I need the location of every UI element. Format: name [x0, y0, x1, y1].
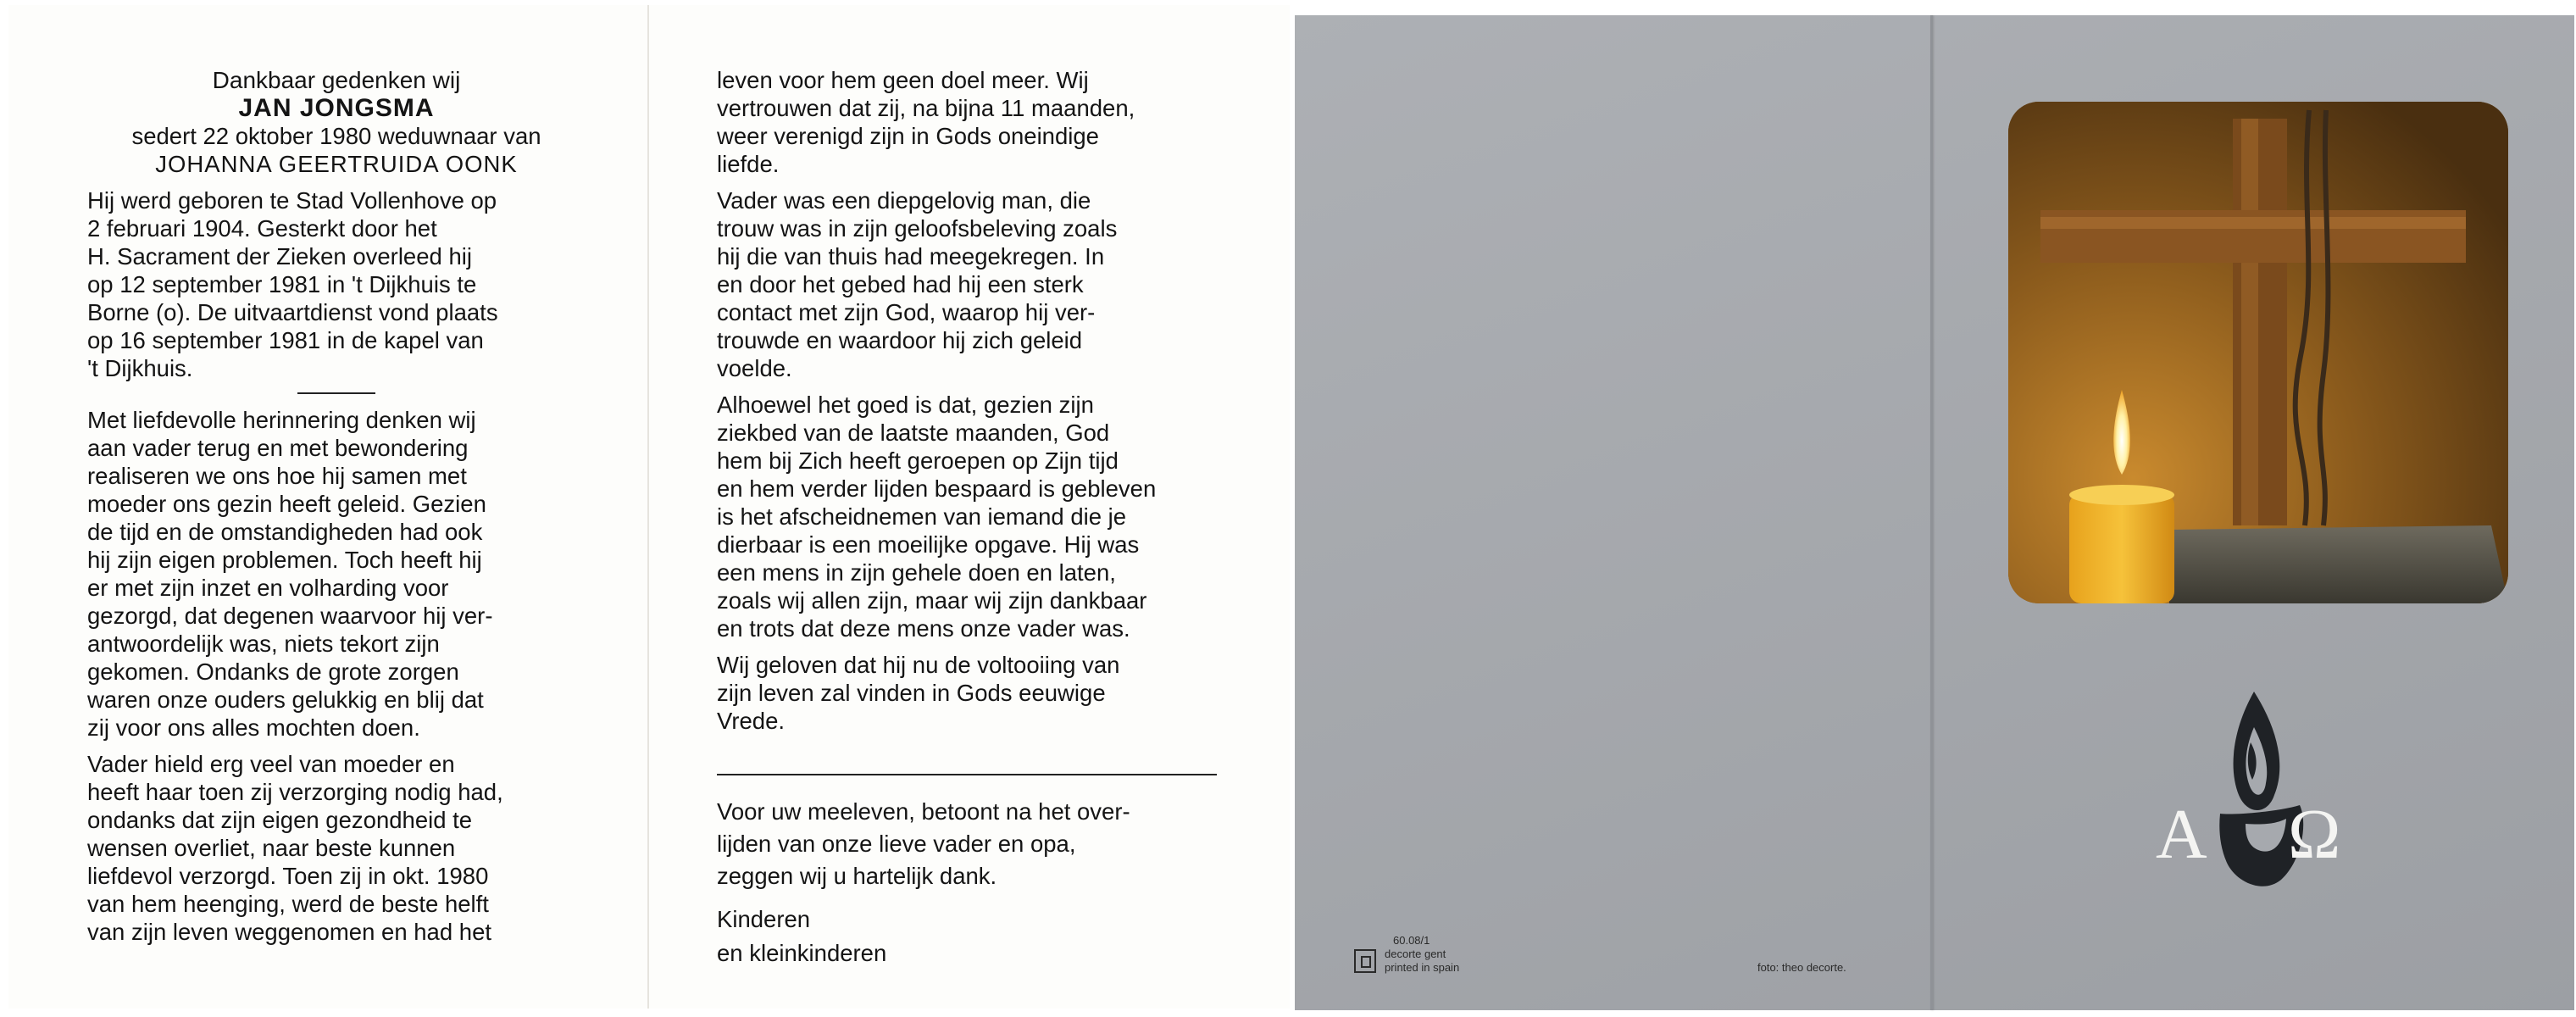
- printed-in: printed in spain: [1385, 961, 1460, 974]
- text-line: antwoordelijk was, niets tekort zijn: [87, 631, 440, 657]
- peace-paragraph: [717, 651, 1220, 735]
- text-line: Hij werd geboren te Stad Vollenhove op: [87, 187, 497, 214]
- text-line: en hem verder lijden bespaard is gebleven: [717, 475, 1157, 502]
- text-line: weer verenigd zijn in Gods oneindige: [717, 123, 1099, 149]
- text-line: ziekbed van de laatste maanden, God: [717, 420, 1110, 446]
- text-line: 2 februari 1904. Gesterkt door het: [87, 215, 437, 242]
- text-line: is het afscheidnemen van iemand die je: [717, 503, 1127, 530]
- text-line: hem bij Zich heeft geroepen op Zijn tijd: [717, 447, 1119, 474]
- alpha-omega-symbol: [2151, 688, 2362, 900]
- memorial-card-inner: [8, 5, 1290, 1009]
- text-column-1: [87, 66, 586, 946]
- text-line: hij die van thuis had meegekregen. In: [717, 243, 1105, 270]
- illness-paragraph: [717, 391, 1220, 642]
- divider: [297, 392, 375, 394]
- text-line: van zijn leven weggenomen en had het: [87, 919, 492, 945]
- text-line: gekomen. Ondanks de grote zorgen: [87, 659, 459, 685]
- mother-paragraph: [87, 750, 586, 946]
- text-line: zijn leven zal vinden in Gods eeuwige: [717, 680, 1106, 706]
- text-line: zij voor ons alles mochten doen.: [87, 714, 420, 741]
- text-line: dierbaar is een moeilijke opgave. Hij was: [717, 531, 1140, 558]
- text-line: voelde.: [717, 355, 792, 381]
- text-line: Voor uw meeleven, betoont na het over-: [717, 798, 1130, 825]
- printer-name: decorte gent: [1385, 948, 1446, 960]
- text-line: Wij geloven dat hij nu de voltooiing van: [717, 652, 1120, 678]
- widower-line: sedert 22 oktober 1980 weduwnaar van: [131, 123, 541, 149]
- text-line: Vader hield erg veel van moeder en: [87, 751, 455, 777]
- text-line: liefde.: [717, 151, 780, 177]
- signature-line: Kinderen: [717, 906, 811, 932]
- biography-paragraph: [87, 186, 586, 382]
- text-line: waren onze ouders gelukkig en blij dat: [87, 686, 484, 713]
- text-line: zeggen wij u hartelijk dank.: [717, 863, 997, 889]
- alpha-letter: A: [2156, 795, 2207, 874]
- text-line: trouw was in zijn geloofsbeleving zoals: [717, 215, 1118, 242]
- text-line: Alhoewel het goed is dat, gezien zijn: [717, 392, 1094, 418]
- text-line: ondanks dat zijn eigen gezondheid te: [87, 807, 473, 833]
- text-line: contact met zijn God, waarop hij ver-: [717, 299, 1096, 325]
- text-line: 't Dijkhuis.: [87, 355, 193, 381]
- text-line: Vader was een diepgelovig man, die: [717, 187, 1091, 214]
- text-line: aan vader terug en met bewondering: [87, 435, 469, 461]
- text-line: en trots dat deze mens onze vader was.: [717, 615, 1130, 642]
- text-line: zoals wij allen zijn, maar wij zijn dankbaar: [717, 587, 1147, 614]
- text-line: van hem heenging, werd de beste helft: [87, 891, 489, 917]
- memory-paragraph: [87, 406, 586, 742]
- photo-credit: foto: theo decorte.: [1757, 961, 1846, 974]
- text-line: hij zijn eigen problemen. Toch heeft hij: [87, 547, 482, 573]
- text-line: heeft haar toen zij verzorging nodig had,: [87, 779, 503, 805]
- cover-fold-line: [1930, 15, 1933, 1010]
- spouse-name: JOHANNA GEERTRUIDA OONK: [155, 151, 518, 177]
- signature-line: en kleinkinderen: [717, 940, 887, 966]
- text-line: leven voor hem geen doel meer. Wij: [717, 67, 1089, 93]
- text-line: wensen overliet, naar beste kunnen: [87, 835, 456, 861]
- text-line: Vrede.: [717, 708, 786, 734]
- text-line: de tijd en de omstandigheden had ook: [87, 519, 483, 545]
- text-line: gezorgd, dat degenen waarvoor hij ver-: [87, 603, 493, 629]
- text-line: een mens in zijn gehele doen en laten,: [717, 559, 1116, 586]
- text-line: vertrouwen dat zij, na bijna 11 maanden,: [717, 95, 1135, 121]
- alpha-omega-icon: [2151, 688, 2362, 900]
- continuation-paragraph: [717, 66, 1220, 178]
- faith-paragraph: [717, 186, 1220, 382]
- print-code: 60.08/1: [1393, 934, 1430, 947]
- text-line: realiseren we ons hoe hij samen met: [87, 463, 467, 489]
- text-line: er met zijn inzet en volharding voor: [87, 575, 449, 601]
- stone-block: [2169, 525, 2508, 603]
- candle-and-cross-photo: [2008, 102, 2508, 603]
- text-line: H. Sacrament der Zieken overleed hij: [87, 243, 472, 270]
- printer-logo-icon: [1354, 949, 1376, 973]
- photo-illustration: [2008, 102, 2508, 603]
- omega-letter: Ω: [2288, 795, 2341, 874]
- text-line: trouwde en waardoor hij zich geleid: [717, 327, 1083, 353]
- signature: [717, 903, 1220, 970]
- text-line: op 12 september 1981 in 't Dijkhuis te: [87, 271, 477, 297]
- fold-line: [647, 5, 649, 1009]
- text-line: liefdevol verzorgd. Toen zij in okt. 1980: [87, 863, 489, 889]
- text-line: moeder ons gezin heeft geleid. Gezien: [87, 491, 486, 517]
- deceased-name: JAN JONGSMA: [238, 94, 435, 122]
- text-line: lijden van onze lieve vader en opa,: [717, 831, 1076, 857]
- text-line: op 16 september 1981 in de kapel van: [87, 327, 484, 353]
- text-line: Met liefdevolle herinnering denken wij: [87, 407, 476, 433]
- text-line: Borne (o). De uitvaartdienst vond plaats: [87, 299, 498, 325]
- thanks-paragraph: [717, 796, 1220, 892]
- divider-long: [717, 774, 1217, 775]
- text-line: en door het gebed had hij een sterk: [717, 271, 1084, 297]
- text-column-2: [717, 66, 1220, 970]
- intro-line: Dankbaar gedenken wij: [212, 67, 461, 93]
